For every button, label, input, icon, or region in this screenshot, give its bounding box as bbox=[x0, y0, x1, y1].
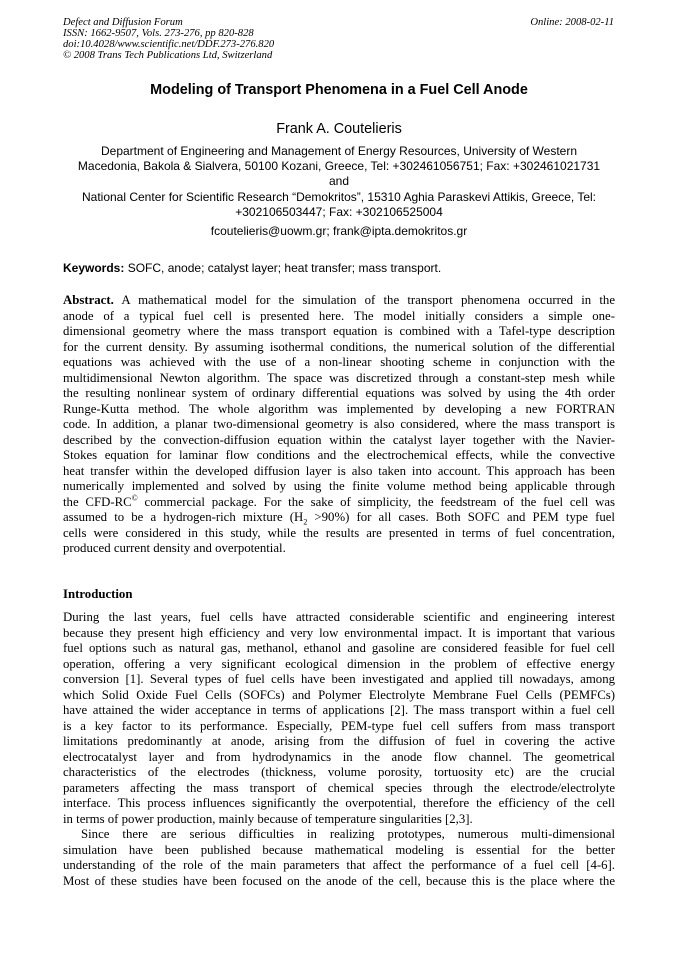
paper-title: Modeling of Transport Phenomena in a Fuel Cell Anode bbox=[150, 82, 528, 98]
issn-line: ISSN: 1662-9507, Vols. 273-276, pp 820-828 bbox=[63, 28, 254, 39]
abstract-line: anode of a typical fuel cell is presented here. The model initially considers a simple one- bbox=[63, 308, 615, 323]
abstract-line: heat transfer within the developed diffusion layer is also taken into account. This approach has been bbox=[63, 463, 615, 478]
affiliation-line: +302106503447; Fax: +302106525004 bbox=[235, 204, 443, 219]
abstract-line: Abstract. A mathematical model for the simulation of the transport phenomena occurred in the bbox=[63, 293, 615, 307]
affiliation-line: and bbox=[328, 174, 350, 189]
abstract-line: produced current density and overpotential. bbox=[63, 541, 286, 555]
journal-header bbox=[63, 17, 274, 61]
author-email: fcoutelieris@uowm.gr; frank@ipta.demokritos.gr bbox=[210, 224, 468, 238]
abstract-line: for the current density. By assuming isothermal conditions, the numerical solution of the differential bbox=[63, 339, 615, 354]
keywords-line bbox=[63, 261, 441, 275]
abstract-line: described by the convection-diffusion equation within the catalyst layer together with the Navier- bbox=[63, 432, 615, 447]
intro-line: operation, offering a very significant ecological dimension in the problem of effective energy bbox=[63, 656, 615, 671]
intro-line: is a key factor to its performance. Especially, PEM-type fuel cell suffers from mass transport bbox=[63, 718, 615, 733]
copyright-superscript: © bbox=[131, 493, 138, 503]
abstract-line: cells were considered in this study, while the results are presented in terms of fuel concentration, bbox=[63, 525, 615, 540]
intro-line: electrocatalyst layer and from hydrodynamics in the anode flow channel. The geometrical bbox=[63, 749, 615, 764]
abstract-line: assumed to be a hydrogen-rich mixture $(H_2 >90\%)$ for all cases. Both SOFC and PEM type fuel bbox=[63, 510, 615, 527]
abstract-line: code. In addition, a planar two-dimensional geometry is also considered, where the mass transport is bbox=[63, 417, 615, 431]
intro-line: limitations predominantly at anode, arising from the diffusion of fuel in covering the active bbox=[63, 734, 615, 748]
online-date: Online: 2008-02-11 bbox=[530, 17, 614, 28]
h2-subscript: 2 bbox=[303, 517, 308, 527]
abstract-line: Runge-Kutta method. The whole algorithm was implemented by developing a new FORTRAN bbox=[63, 401, 615, 416]
affiliation-line: Department of Engineering and Management of Energy Resources, University of Western bbox=[100, 144, 578, 158]
abstract-line: numerically implemented and solved by using the finite volume method being applicable through bbox=[63, 479, 615, 493]
intro-line: understanding of the role of the main parameters that affect the performance of a fuel cell [4-6]. bbox=[63, 858, 615, 872]
abstract-line: Stokes equation for laminar flow conditions and the electrochemical effects, while the convective bbox=[63, 448, 615, 462]
intro-line: Most of these studies have been focused on the anode of the cell, because this is the place where the bbox=[63, 873, 615, 888]
affiliation-line: Macedonia, Bakola & Sialvera, 50100 Kozani, Greece, Tel: +302461056751; Fax: +302461021731 bbox=[77, 159, 601, 174]
intro-line: During the last years, fuel cells have attracted considerable scientific and engineering interest bbox=[63, 610, 615, 624]
affiliation-line: National Center for Scientific Research “Demokritos”, 15310 Aghia Paraskevi Attikis, Greece, Tel: bbox=[81, 189, 596, 204]
abstract-line: equations was achieved with the use of a non-linear shooting scheme in conjunction with the bbox=[63, 355, 615, 369]
intro-line: characteristics of the electrodes (thickness, volume porosity, tortuosity etc) are the crucial bbox=[63, 765, 615, 779]
introduction-block bbox=[63, 610, 615, 889]
intro-line: fuel options such as natural gas, methanol, ethanol and gasoline are considered feasible for fuel cell bbox=[63, 641, 615, 655]
abstract-block bbox=[63, 293, 615, 557]
intro-line: which Solid Oxide Fuel Cells (SOFCs) and Polymer Electrolyte Membrane Fuel Cells (PEMFCs) bbox=[63, 687, 615, 702]
copyright-line: © 2008 Trans Tech Publications Ltd, Switzerland bbox=[63, 50, 273, 61]
abstract-label: Abstract. bbox=[63, 293, 114, 307]
abstract-line: the resulting nonlinear system of ordinary differential equations was solved by using the 4th order bbox=[63, 386, 615, 400]
intro-line: because they present high efficiency and very low environmental impact. It is important that various bbox=[63, 625, 615, 640]
intro-line: parameters affecting the mass transport of chemical species through the electrode/electrolyte bbox=[63, 780, 615, 795]
author-name: Frank A. Coutelieris bbox=[276, 121, 402, 137]
doi-line: doi:10.4028/www.scientific.net/DDF.273-276.820 bbox=[63, 39, 275, 50]
section-heading-introduction: Introduction bbox=[63, 587, 133, 601]
intro-line: in terms of power production, mainly because of temperature singularities [2,3]. bbox=[63, 811, 473, 826]
intro-line: interface. This process influences significantly the overpotential, therefore the efficiency of the cell bbox=[63, 796, 615, 810]
keywords-label: Keywords: bbox=[63, 261, 125, 275]
intro-line: Since there are serious difficulties in realizing prototypes, numerous multi-dimensional bbox=[81, 827, 615, 841]
keywords-text: SOFC, anode; catalyst layer; heat transfer; mass transport. bbox=[124, 261, 442, 275]
journal-name: Defect and Diffusion Forum bbox=[63, 17, 183, 28]
affiliation-block bbox=[50, 144, 628, 220]
abstract-line: dimensional geometry where the mass transport equation is combined with a Tafel-type description bbox=[63, 324, 615, 338]
abstract-line: multidimensional Newton algorithm. The space was discretized through a constant-step mesh while bbox=[63, 370, 615, 385]
intro-line: simulation have been published because mathematical modeling is essential for the better bbox=[63, 842, 615, 857]
intro-line: have attained the wider acceptance in terms of applications [2]. The mass transport within a fuel cell bbox=[63, 703, 615, 717]
abstract-line: the CFD-RC© commercial package. For the sake of simplicity, the feedstream of the fuel cell was bbox=[63, 493, 615, 509]
intro-line: conversion [1]. Several types of fuel cells have been investigated and applied till nowadays, among bbox=[63, 672, 615, 686]
